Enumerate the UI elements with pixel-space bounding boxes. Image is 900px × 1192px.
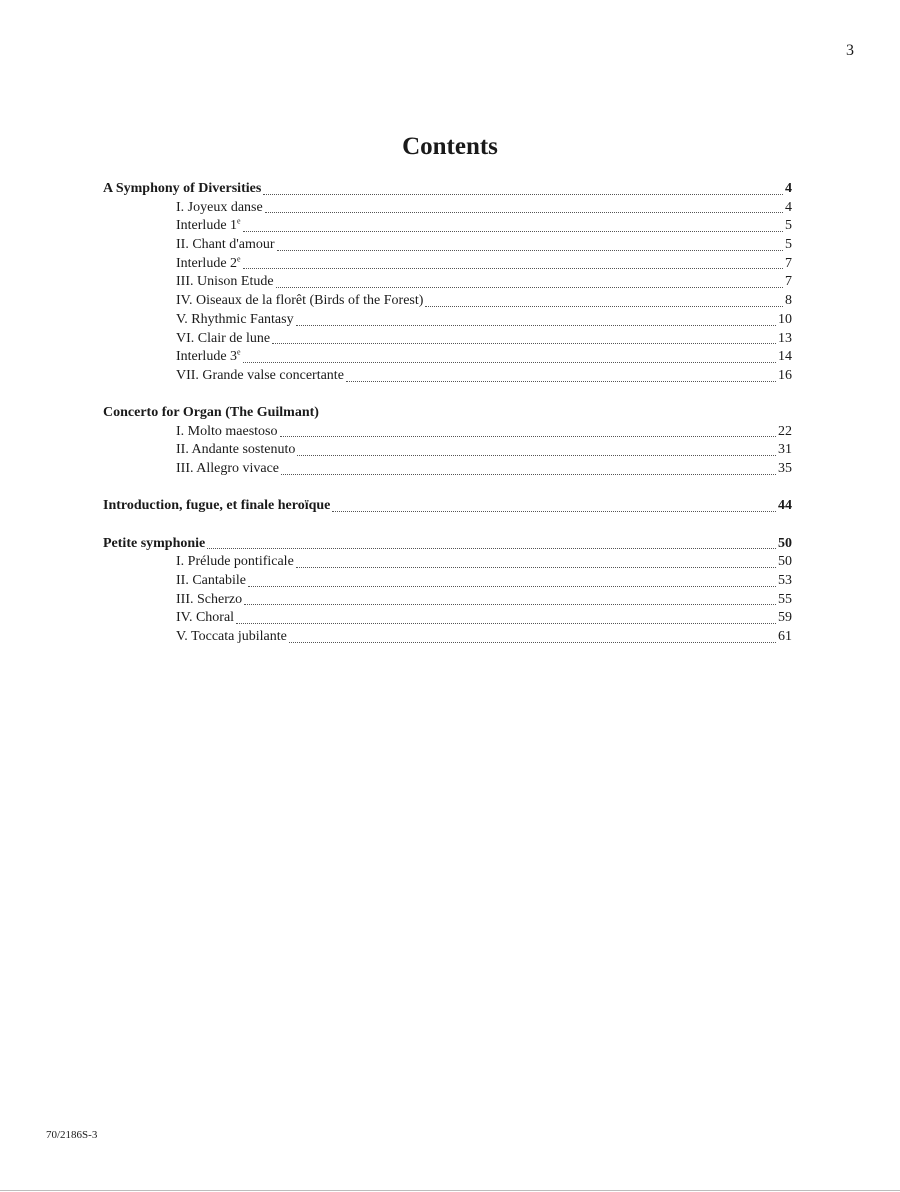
page-ref: 50 (778, 554, 792, 570)
toc-entry (103, 572, 792, 591)
dot-leader (276, 283, 783, 288)
toc-entry-label (176, 217, 241, 236)
toc-entry (103, 292, 792, 311)
page-ref: 7 (785, 274, 792, 290)
section-heading-label (103, 404, 319, 423)
page-ref: 10 (778, 311, 792, 327)
toc-section (103, 497, 792, 516)
page-ref: 35 (778, 461, 792, 477)
dot-leader (296, 321, 776, 326)
section-heading (103, 404, 792, 423)
section-heading-text: A Symphony of Diversities (103, 181, 262, 196)
section-heading (103, 497, 792, 516)
toc-entry-label (176, 292, 423, 311)
toc-entry-label (176, 441, 295, 460)
dot-leader (425, 302, 783, 307)
toc-section (103, 535, 792, 647)
ordinal-superscript: e (237, 254, 241, 264)
page-title: Contents (402, 133, 498, 160)
toc-entry-label (176, 255, 241, 274)
toc-entry-label (176, 330, 270, 349)
bottom-divider (0, 1190, 900, 1191)
toc-entry (103, 423, 792, 442)
toc-entry (103, 199, 792, 218)
page-ref: 14 (778, 349, 792, 365)
toc-entry-label (176, 628, 287, 647)
toc-entry-text: V. Rhythmic Fantasy (176, 311, 294, 327)
toc-entry (103, 330, 792, 349)
toc-entry-label (176, 460, 279, 479)
page-number: 3 (846, 42, 854, 59)
dot-leader (332, 507, 776, 512)
page-ref: 61 (778, 628, 792, 644)
dot-leader (281, 470, 776, 475)
toc-entry (103, 348, 792, 367)
toc-entry-label (176, 273, 274, 292)
page-ref: 55 (778, 591, 792, 607)
section-heading (103, 535, 792, 554)
page-ref: 8 (785, 293, 792, 309)
toc-section (103, 404, 792, 479)
dot-leader (289, 638, 776, 643)
section-heading-label (103, 180, 261, 199)
section-heading-text: Concerto for Organ (The Guilmant) (103, 405, 319, 421)
toc-entry-text: III. Unison Etude (176, 274, 274, 290)
toc-entry-text: I. Joyeux danse (176, 199, 263, 215)
page-ref: 31 (778, 442, 792, 458)
dot-leader (277, 246, 783, 251)
toc-entry-text: I. Prélude pontificale (176, 554, 294, 570)
ordinal-superscript: e (237, 347, 241, 357)
toc-entry (103, 591, 792, 610)
dot-leader (248, 582, 776, 587)
toc-entry-text: Interlude 1 (176, 218, 238, 234)
dot-leader (272, 339, 776, 344)
page-ref: 53 (778, 572, 792, 588)
toc-entry (103, 628, 792, 647)
page-ref: 7 (785, 255, 792, 271)
page-ref: 16 (778, 367, 792, 383)
dot-leader (263, 190, 783, 195)
dot-leader (243, 358, 776, 363)
toc-entry-text: IV. Oiseaux de la florêt (Birds of the Forest) (176, 293, 424, 309)
toc-entry-label (176, 367, 344, 386)
table-of-contents (103, 180, 792, 665)
toc-entry (103, 367, 792, 386)
toc-entry (103, 460, 792, 479)
page-ref: 50 (778, 535, 792, 551)
page-ref: 22 (778, 423, 792, 439)
toc-entry-label (176, 236, 275, 255)
catalog-number: 70/2186S-3 (46, 1129, 98, 1141)
toc-entry-text: III. Scherzo (176, 591, 243, 607)
toc-entry-text: I. Molto maestoso (176, 423, 278, 439)
dot-leader (280, 432, 777, 437)
toc-entry-label (176, 311, 294, 330)
dot-leader (346, 377, 776, 382)
toc-entry (103, 236, 792, 255)
toc-entry-label (176, 199, 263, 218)
dot-leader (244, 600, 776, 605)
toc-section (103, 180, 792, 386)
dot-leader (207, 544, 776, 549)
toc-entry-text: III. Allegro vivace (176, 461, 280, 477)
page-ref: 13 (778, 330, 792, 346)
toc-entry-text: V. Toccata jubilante (176, 628, 287, 644)
toc-entry-label (176, 348, 241, 367)
toc-entry-label (176, 591, 242, 610)
toc-entry-label (176, 609, 234, 628)
toc-entry-label (176, 553, 294, 572)
toc-entry (103, 311, 792, 330)
page-ref: 4 (785, 181, 792, 196)
toc-entry (103, 255, 792, 274)
page-ref: 5 (785, 237, 792, 253)
toc-entry-text: VI. Clair de lune (176, 330, 271, 346)
dot-leader (236, 619, 776, 624)
dot-leader (243, 264, 783, 269)
toc-entry-text: II. Andante sostenuto (176, 442, 296, 458)
toc-entry (103, 217, 792, 236)
section-heading-label (103, 497, 330, 516)
toc-entry-label (176, 423, 278, 442)
page-ref: 4 (785, 199, 792, 215)
section-heading (103, 180, 792, 199)
toc-entry-text: II. Chant d'amour (176, 237, 275, 253)
toc-entry (103, 609, 792, 628)
section-heading-text: Introduction, fugue, et finale heroïque (103, 498, 331, 514)
page-ref: 44 (778, 498, 792, 514)
dot-leader (265, 208, 783, 213)
toc-entry-text: Interlude 2 (176, 255, 238, 271)
toc-entry-text: VII. Grande valse concertante (176, 367, 344, 383)
toc-entry-text: Interlude 3 (176, 349, 238, 365)
section-heading-text: Petite symphonie (103, 535, 206, 551)
toc-entry-text: II. Cantabile (176, 572, 246, 588)
section-heading-label (103, 535, 205, 554)
toc-entry-text: IV. Choral (176, 610, 235, 626)
dot-leader (296, 563, 776, 568)
toc-entry (103, 441, 792, 460)
toc-entry (103, 553, 792, 572)
page-ref: 5 (785, 218, 792, 234)
page-ref: 59 (778, 610, 792, 626)
toc-entry-label (176, 572, 246, 591)
ordinal-superscript: e (237, 216, 241, 226)
toc-entry (103, 273, 792, 292)
dot-leader (297, 451, 776, 456)
dot-leader (243, 227, 783, 232)
